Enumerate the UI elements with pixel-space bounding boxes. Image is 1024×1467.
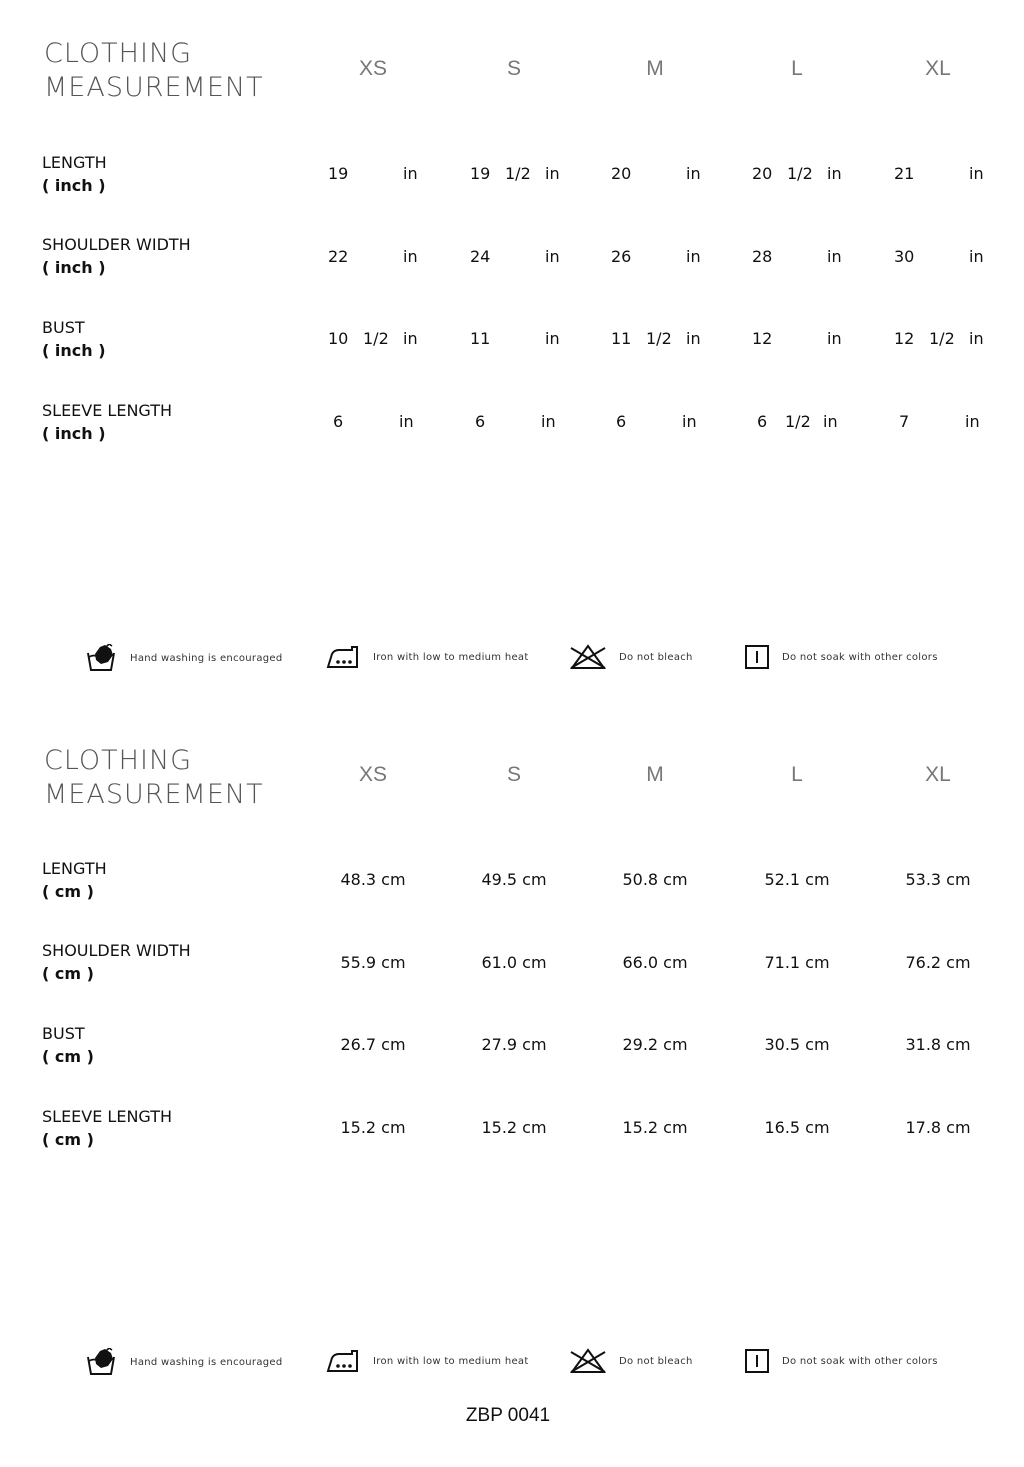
inch-unit-xl: in [969, 164, 984, 183]
do-not-bleach-icon [569, 644, 607, 670]
cm-value-xl: 53.3 cm [905, 870, 971, 889]
row-label-length: LENGTH ( inch ) [42, 153, 107, 195]
product-code: ZBP 0041 [465, 1405, 551, 1426]
inch-unit-xs: in [403, 329, 418, 348]
inch-unit-l: in [827, 329, 842, 348]
size-header-xl: XL [925, 57, 951, 80]
cm-value-m: 50.8 cm [622, 870, 688, 889]
inch-unit-s: in [541, 412, 556, 431]
care-text: Do not soak with other colors [782, 651, 938, 663]
inch-value-l: 28 [752, 247, 773, 266]
size-header-l: L [791, 57, 803, 80]
care-item [744, 1348, 938, 1374]
inch-unit-l: in [823, 412, 838, 431]
care-item [86, 1348, 283, 1376]
iron-low-medium-heat-icon [325, 644, 361, 670]
iron-low-medium-heat-icon [325, 1348, 361, 1374]
inch-unit-xl: in [969, 329, 984, 348]
care-text: Iron with low to medium heat [373, 651, 529, 663]
cm-value-s: 27.9 cm [481, 1035, 547, 1054]
inch-unit-l: in [827, 164, 842, 183]
inch-value-xs: 10 [328, 329, 349, 348]
cm-value-xs: 55.9 cm [340, 953, 406, 972]
hand-wash-icon [86, 644, 118, 672]
row-label-bust: BUST ( inch ) [42, 318, 106, 360]
inch-value-m: 11 [611, 329, 632, 348]
cm-value-s: 15.2 cm [481, 1118, 547, 1137]
cm-value-xs: 48.3 cm [340, 870, 406, 889]
cm-value-m: 15.2 cm [622, 1118, 688, 1137]
size-header-xl: XL [925, 763, 951, 786]
inch-unit-s: in [545, 329, 560, 348]
inch-value-m: 20 [611, 164, 632, 183]
inch-unit-m: in [686, 164, 701, 183]
cm-value-xs: 15.2 cm [340, 1118, 406, 1137]
inch-unit-l: in [827, 247, 842, 266]
inch-value-xs: 6 [333, 412, 344, 431]
inch-unit-m: in [682, 412, 697, 431]
inch-unit-xl: in [969, 247, 984, 266]
inch-value-xl: 7 [899, 412, 910, 431]
inch-value-xs: 22 [328, 247, 349, 266]
cm-value-m: 66.0 cm [622, 953, 688, 972]
inch-value-xs: 19 [328, 164, 349, 183]
care-text: Hand washing is encouraged [130, 652, 283, 664]
inch-unit-xl: in [965, 412, 980, 431]
care-text: Do not bleach [619, 651, 693, 663]
inch-value-m: 6 [616, 412, 627, 431]
inch-value-l: 6 [757, 412, 768, 431]
care-item [86, 644, 283, 672]
care-item [569, 1348, 693, 1374]
cm-value-s: 49.5 cm [481, 870, 547, 889]
inch-value-s: 24 [470, 247, 491, 266]
section-title: CLOTHING MEASUREMENT [44, 745, 264, 810]
inch-value-s: 19 [470, 164, 491, 183]
inch-value-xl: 12 [894, 329, 915, 348]
cm-value-s: 61.0 cm [481, 953, 547, 972]
care-text: Iron with low to medium heat [373, 1355, 529, 1367]
inch-unit-xs: in [403, 247, 418, 266]
inch-value-xl: 30 [894, 247, 915, 266]
inch-unit-xs: in [403, 164, 418, 183]
size-header-xs: XS [358, 763, 387, 786]
inch-value-l: 20 [752, 164, 773, 183]
inch-fraction-l: 1/2 [785, 412, 811, 431]
inch-fraction-xs: 1/2 [363, 329, 389, 348]
care-text: Do not bleach [619, 1355, 693, 1367]
row-label-shoulder-width: SHOULDER WIDTH ( inch ) [42, 235, 191, 277]
do-not-soak-icon [744, 644, 770, 670]
cm-value-xl: 76.2 cm [905, 953, 971, 972]
care-item [569, 644, 693, 670]
row-label-sleeve-length: SLEEVE LENGTH ( cm ) [42, 1107, 173, 1149]
inch-unit-m: in [686, 247, 701, 266]
inch-unit-xs: in [399, 412, 414, 431]
inch-fraction-m: 1/2 [646, 329, 672, 348]
size-header-l: L [791, 763, 803, 786]
inch-fraction-l: 1/2 [787, 164, 813, 183]
inch-fraction-s: 1/2 [505, 164, 531, 183]
row-label-bust: BUST ( cm ) [42, 1024, 94, 1066]
row-label-sleeve-length: SLEEVE LENGTH ( inch ) [42, 401, 173, 443]
do-not-bleach-icon [569, 1348, 607, 1374]
row-label-length: LENGTH ( cm ) [42, 859, 107, 901]
inch-value-s: 11 [470, 329, 491, 348]
cm-value-m: 29.2 cm [622, 1035, 688, 1054]
cm-value-l: 71.1 cm [764, 953, 830, 972]
cm-value-l: 30.5 cm [764, 1035, 830, 1054]
inch-value-s: 6 [475, 412, 486, 431]
inch-unit-s: in [545, 164, 560, 183]
size-header-xs: XS [358, 57, 387, 80]
cm-value-xl: 31.8 cm [905, 1035, 971, 1054]
cm-value-l: 16.5 cm [764, 1118, 830, 1137]
cm-value-xl: 17.8 cm [905, 1118, 971, 1137]
size-header-m: M [646, 763, 664, 786]
care-item [325, 644, 529, 670]
care-text: Hand washing is encouraged [130, 1356, 283, 1368]
section-title: CLOTHING MEASUREMENT [44, 38, 264, 103]
size-header-m: M [646, 57, 664, 80]
inch-value-l: 12 [752, 329, 773, 348]
hand-wash-icon [86, 1348, 118, 1376]
inch-fraction-xl: 1/2 [929, 329, 955, 348]
cm-value-xs: 26.7 cm [340, 1035, 406, 1054]
inch-value-m: 26 [611, 247, 632, 266]
care-item [744, 644, 938, 670]
care-text: Do not soak with other colors [782, 1355, 938, 1367]
inch-value-xl: 21 [894, 164, 915, 183]
do-not-soak-icon [744, 1348, 770, 1374]
inch-unit-m: in [686, 329, 701, 348]
cm-value-l: 52.1 cm [764, 870, 830, 889]
row-label-shoulder-width: SHOULDER WIDTH ( cm ) [42, 941, 191, 983]
inch-unit-s: in [545, 247, 560, 266]
size-header-s: S [506, 763, 521, 786]
care-item [325, 1348, 529, 1374]
size-header-s: S [506, 57, 521, 80]
